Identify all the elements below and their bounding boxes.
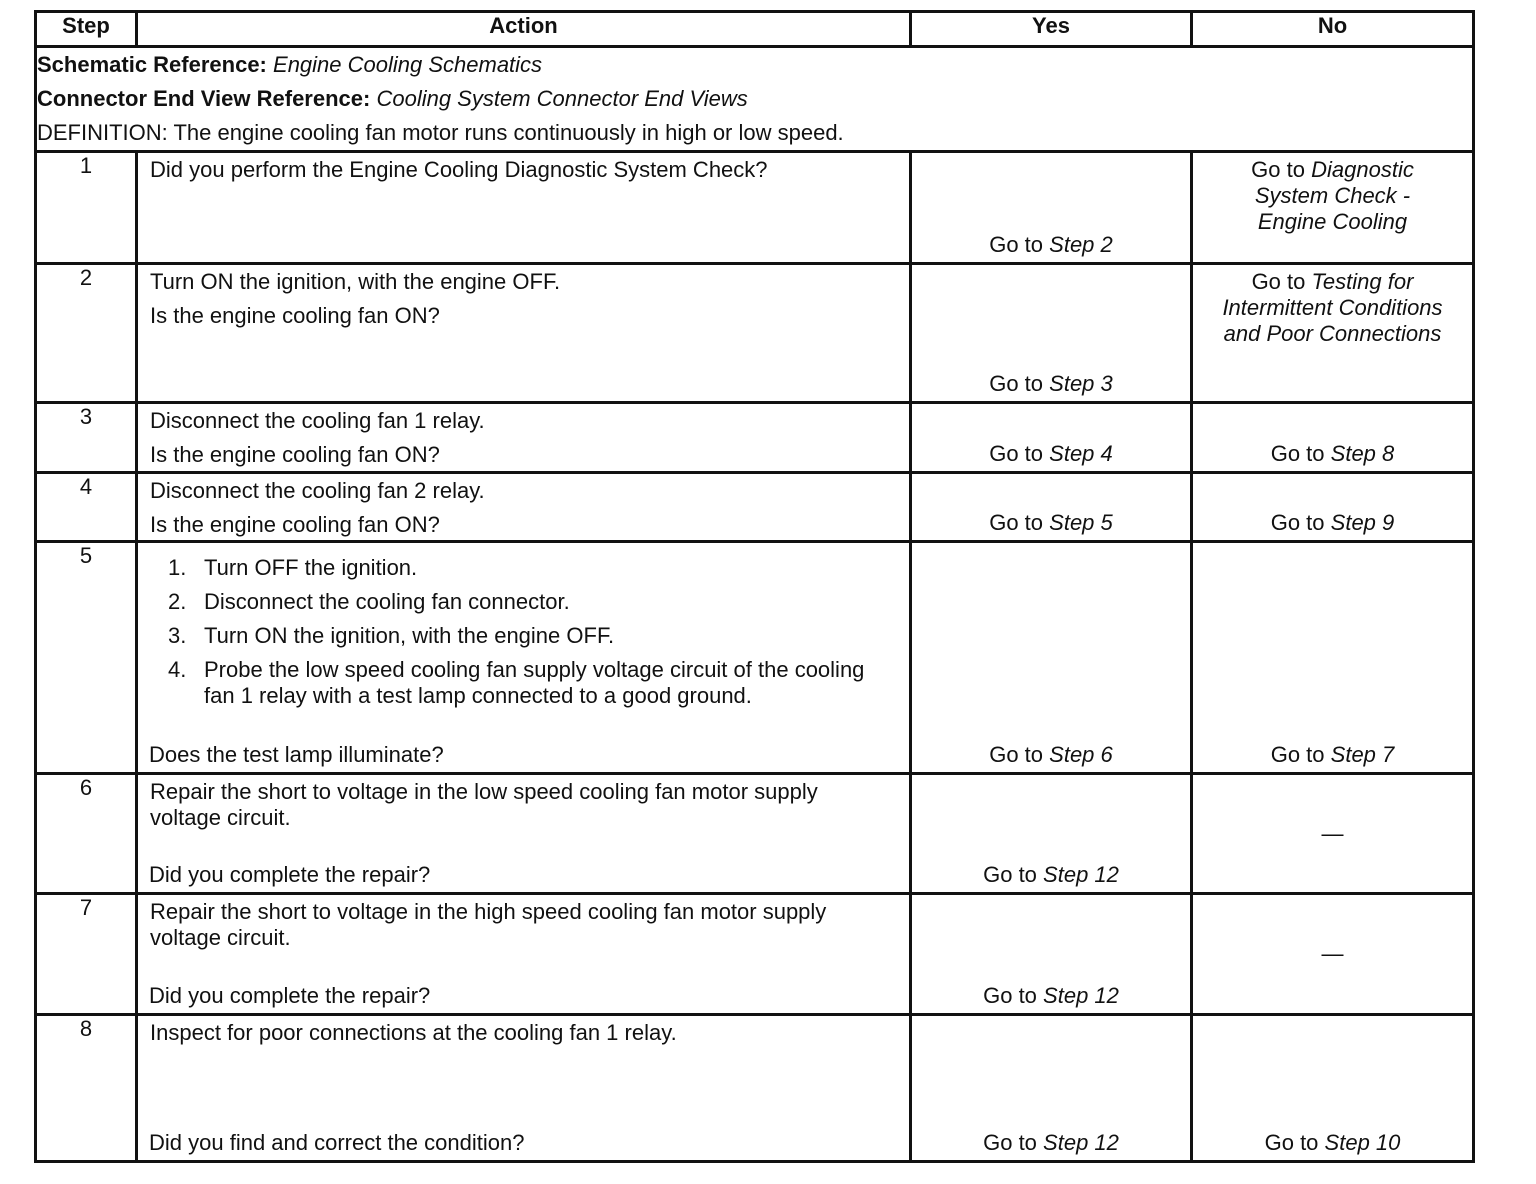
step-number: 3 xyxy=(36,403,137,473)
step-number: 6 xyxy=(36,774,137,894)
no-cell xyxy=(1192,152,1474,264)
no-cell xyxy=(1192,1015,1474,1162)
action-question: Is the engine cooling fan ON? xyxy=(150,512,440,537)
action-question: Did you find and correct the condition? xyxy=(149,1130,525,1155)
action-text: Inspect for poor connections at the cooling fan 1 relay. xyxy=(150,1020,677,1045)
action-cell xyxy=(137,473,911,542)
reference-row xyxy=(36,47,1474,152)
no-result[interactable]: Go to Step 10 xyxy=(1264,1130,1401,1155)
no-cell xyxy=(1192,774,1474,894)
action-text: Did you perform the Engine Cooling Diagnostic System Check? xyxy=(150,157,768,182)
yes-result[interactable]: Go to Step 2 xyxy=(989,232,1113,257)
yes-cell xyxy=(911,894,1192,1015)
step-number: 4 xyxy=(36,473,137,542)
action-text: Disconnect the cooling fan 1 relay. xyxy=(150,408,485,433)
table-row xyxy=(36,1015,1474,1162)
list-item: 4. Probe the low speed cooling fan supply voltage circuit of the cooling fan 1 relay with a test lamp connected to a good ground. xyxy=(168,657,865,708)
action-text: Repair the short to voltage in the low speed cooling fan motor supply voltage circuit. xyxy=(150,779,818,830)
yes-cell xyxy=(911,264,1192,403)
yes-result[interactable]: Go to Step 12 xyxy=(983,862,1119,887)
action-question: Did you complete the repair? xyxy=(149,983,431,1008)
table-row xyxy=(36,774,1474,894)
schematic-reference-link[interactable]: Engine Cooling Schematics xyxy=(273,52,543,77)
header-yes: Yes xyxy=(911,12,1192,47)
action-cell xyxy=(137,152,911,264)
no-result[interactable]: Go to Step 7 xyxy=(1270,742,1395,767)
list-item: 2. Disconnect the cooling fan connector. xyxy=(168,589,570,614)
yes-result[interactable]: Go to Step 6 xyxy=(989,742,1113,767)
action-cell xyxy=(137,1015,911,1162)
header-no: No xyxy=(1192,12,1474,47)
table-row xyxy=(36,264,1474,403)
action-text: Repair the short to voltage in the high speed cooling fan motor supply voltage circuit. xyxy=(150,899,827,950)
action-cell xyxy=(137,403,911,473)
table-row xyxy=(36,403,1474,473)
connector-reference-link[interactable]: Cooling System Connector End Views xyxy=(376,86,748,111)
no-result[interactable]: Go to Step 8 xyxy=(1270,441,1395,466)
table-row xyxy=(36,894,1474,1015)
yes-result[interactable]: Go to Step 12 xyxy=(983,983,1119,1008)
yes-result[interactable]: Go to Step 4 xyxy=(989,441,1113,466)
reference-cell xyxy=(36,47,1474,152)
action-text: Disconnect the cooling fan 2 relay. xyxy=(150,478,485,503)
action-question: Does the test lamp illuminate? xyxy=(149,742,444,767)
yes-cell xyxy=(911,1015,1192,1162)
step-number: 2 xyxy=(36,264,137,403)
step-number: 5 xyxy=(36,542,137,774)
action-question: Is the engine cooling fan ON? xyxy=(150,442,440,467)
schematic-reference xyxy=(37,48,1472,82)
no-cell xyxy=(1192,894,1474,1015)
procedure-list xyxy=(168,555,898,717)
action-cell xyxy=(137,542,911,774)
no-cell xyxy=(1192,473,1474,542)
diagnostic-table xyxy=(34,10,1475,1163)
table-row xyxy=(36,542,1474,774)
yes-cell xyxy=(911,542,1192,774)
yes-cell xyxy=(911,473,1192,542)
no-result: — xyxy=(1321,820,1344,846)
yes-cell xyxy=(911,403,1192,473)
action-cell xyxy=(137,774,911,894)
definition-text: DEFINITION: The engine cooling fan motor runs continuously in high or low speed. xyxy=(37,120,844,145)
no-result[interactable]: Go to Diagnostic System Check - Engine Cooling xyxy=(1251,157,1414,234)
no-result[interactable]: Go to Step 9 xyxy=(1270,510,1395,535)
connector-reference xyxy=(37,82,1472,116)
header-action: Action xyxy=(137,12,911,47)
header-step: Step xyxy=(36,12,137,47)
table-row xyxy=(36,152,1474,264)
list-item: 3. Turn ON the ignition, with the engine OFF. xyxy=(168,623,615,648)
action-cell xyxy=(137,264,911,403)
schematic-reference-label: Schematic Reference: xyxy=(37,52,267,77)
yes-result[interactable]: Go to Step 3 xyxy=(989,371,1113,396)
yes-result[interactable]: Go to Step 12 xyxy=(983,1130,1119,1155)
step-number: 8 xyxy=(36,1015,137,1162)
no-result[interactable]: Go to Testing for Intermittent Conditions and Poor Connections xyxy=(1222,269,1443,346)
yes-cell xyxy=(911,152,1192,264)
yes-result[interactable]: Go to Step 5 xyxy=(989,510,1113,535)
list-item: 1. Turn OFF the ignition. xyxy=(168,555,418,580)
no-cell xyxy=(1192,403,1474,473)
step-number: 1 xyxy=(36,152,137,264)
no-cell xyxy=(1192,264,1474,403)
connector-reference-label: Connector End View Reference: xyxy=(37,86,371,111)
yes-cell xyxy=(911,774,1192,894)
no-cell xyxy=(1192,542,1474,774)
table-row xyxy=(36,473,1474,542)
action-question: Did you complete the repair? xyxy=(149,862,431,887)
header-row xyxy=(36,12,1474,47)
action-text: Turn ON the ignition, with the engine OFF. xyxy=(150,269,561,294)
action-question: Is the engine cooling fan ON? xyxy=(150,303,440,328)
step-number: 7 xyxy=(36,894,137,1015)
action-cell xyxy=(137,894,911,1015)
no-result: — xyxy=(1321,941,1344,966)
